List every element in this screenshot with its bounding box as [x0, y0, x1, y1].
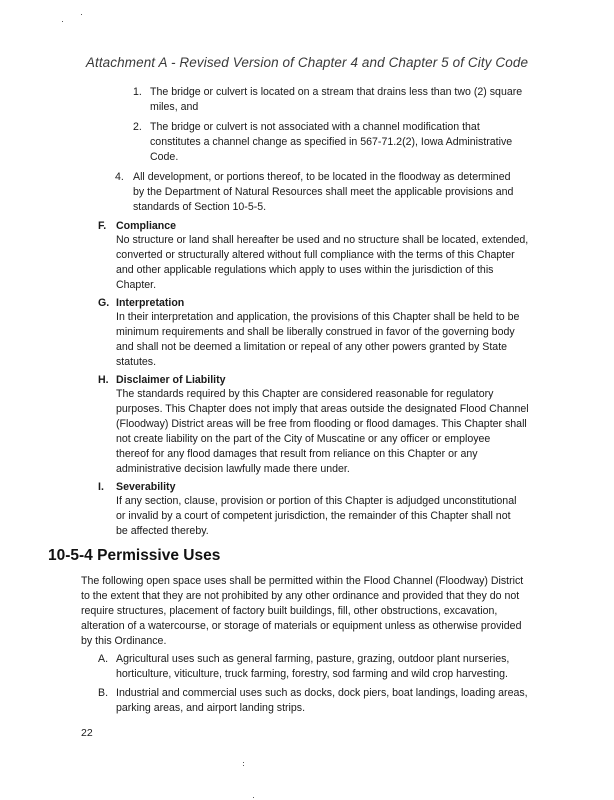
- subitem-2-line-3: Code.: [150, 151, 179, 163]
- use-a-marker: A.: [98, 653, 109, 665]
- intro-line-3: require structures, placement of factory built buildings, fill, other obstructions, excavation,: [81, 605, 498, 617]
- item-4-marker: 4.: [115, 171, 124, 183]
- section-i-title: Severability: [116, 481, 176, 493]
- use-a-line-1: Agricultural uses such as general farming, pasture, grazing, outdoor plant nurseries,: [116, 653, 510, 665]
- section-i-marker: I.: [98, 481, 104, 493]
- section-g-line-3: and shall not be deemed a limitation or repeal of any other powers granted by State: [116, 341, 508, 353]
- scan-speck: [81, 14, 82, 15]
- item-4-line-2: by the Department of Natural Resources shall meet the applicable provisions and: [133, 186, 514, 198]
- section-h-line-2: purposes. This Chapter does not imply that areas outside the designated Flood Channel: [116, 403, 529, 415]
- scan-speck: [243, 762, 244, 763]
- item-4-line-1: All development, or portions thereof, to be located in the floodway as determined: [133, 171, 511, 183]
- section-f-line-2: converted or structurally altered without full compliance with the terms of this Chapter: [116, 249, 515, 261]
- use-b-line-2: parking areas, and airport landing strips.: [116, 702, 306, 714]
- section-h-line-1: The standards required by this Chapter are considered reasonable for regulatory: [116, 388, 494, 400]
- scan-speck: [253, 797, 254, 798]
- intro-line-2: to the extent that they are not prohibited by any other ordinance and provided that they do not: [81, 590, 520, 602]
- section-g-line-4: statutes.: [116, 356, 157, 368]
- subitem-2-line-2: constitutes a channel change as specified in 567-71.2(2), Iowa Administrative: [150, 136, 513, 148]
- item-4-line-3: standards of Section 10-5-5.: [133, 201, 267, 213]
- section-g-marker: G.: [98, 297, 110, 309]
- section-i-line-2: or invalid by a court of competent jurisdiction, the remainder of this Chapter shall not: [116, 510, 511, 522]
- section-h-line-5: thereof for any flood damages that result from reliance on this Chapter or any: [116, 448, 478, 460]
- section-g-line-1: In their interpretation and application, the provisions of this Chapter shall be held to be: [116, 311, 520, 323]
- section-f-line-1: No structure or land shall hereafter be used and no structure shall be located, extended,: [116, 234, 529, 246]
- subitem-2-line-1: The bridge or culvert is not associated with a channel modification that: [150, 121, 480, 133]
- section-i-line-3: be affected thereby.: [116, 525, 209, 537]
- use-b-marker: B.: [98, 687, 109, 699]
- section-f-line-4: Chapter.: [116, 279, 157, 291]
- section-heading: 10-5-4 Permissive Uses: [48, 547, 221, 564]
- intro-line-5: by this Ordinance.: [81, 635, 167, 647]
- section-i-line-1: If any section, clause, provision or portion of this Chapter is adjudged unconstitutional: [116, 495, 517, 507]
- section-g-line-2: minimum requirements and shall be liberally construed in favor of the governing body: [116, 326, 515, 338]
- intro-line-4: alteration of a watercourse, or storage of materials or equipment unless as otherwise provided: [81, 620, 522, 632]
- page-number: 22: [81, 727, 93, 739]
- scan-speck: [62, 21, 63, 22]
- section-f-marker: F.: [98, 220, 107, 232]
- use-b-line-1: Industrial and commercial uses such as docks, dock piers, boat landings, loading areas,: [116, 687, 528, 699]
- section-h-marker: H.: [98, 374, 109, 386]
- section-f-line-3: and other applicable regulations which apply to uses within the jurisdiction of this: [116, 264, 494, 276]
- section-h-title: Disclaimer of Liability: [116, 374, 226, 386]
- intro-line-1: The following open space uses shall be permitted within the Flood Channel (Floodway) District: [81, 575, 524, 587]
- section-g-title: Interpretation: [116, 297, 185, 309]
- subitem-2-marker: 2.: [133, 121, 142, 133]
- subitem-1-line-1: The bridge or culvert is located on a stream that drains less than two (2) square: [150, 86, 523, 98]
- use-a-line-2: horticulture, viticulture, truck farming, forestry, sod farming and wild crop harvesting.: [116, 668, 508, 680]
- section-h-line-4: not create liability on the part of the City of Muscatine or any officer or employee: [116, 433, 491, 445]
- section-h-line-6: administrative decision lawfully made there under.: [116, 463, 350, 475]
- section-h-line-3: (Floodway) District areas will be free from flooding or flood damages. This Chapter shall: [116, 418, 527, 430]
- scan-speck: [243, 765, 244, 766]
- subitem-1-marker: 1.: [133, 86, 142, 98]
- page-header: Attachment A - Revised Version of Chapter 4 and Chapter 5 of City Code: [85, 55, 529, 70]
- section-f-title: Compliance: [116, 220, 177, 232]
- subitem-1-line-2: miles, and: [150, 101, 199, 113]
